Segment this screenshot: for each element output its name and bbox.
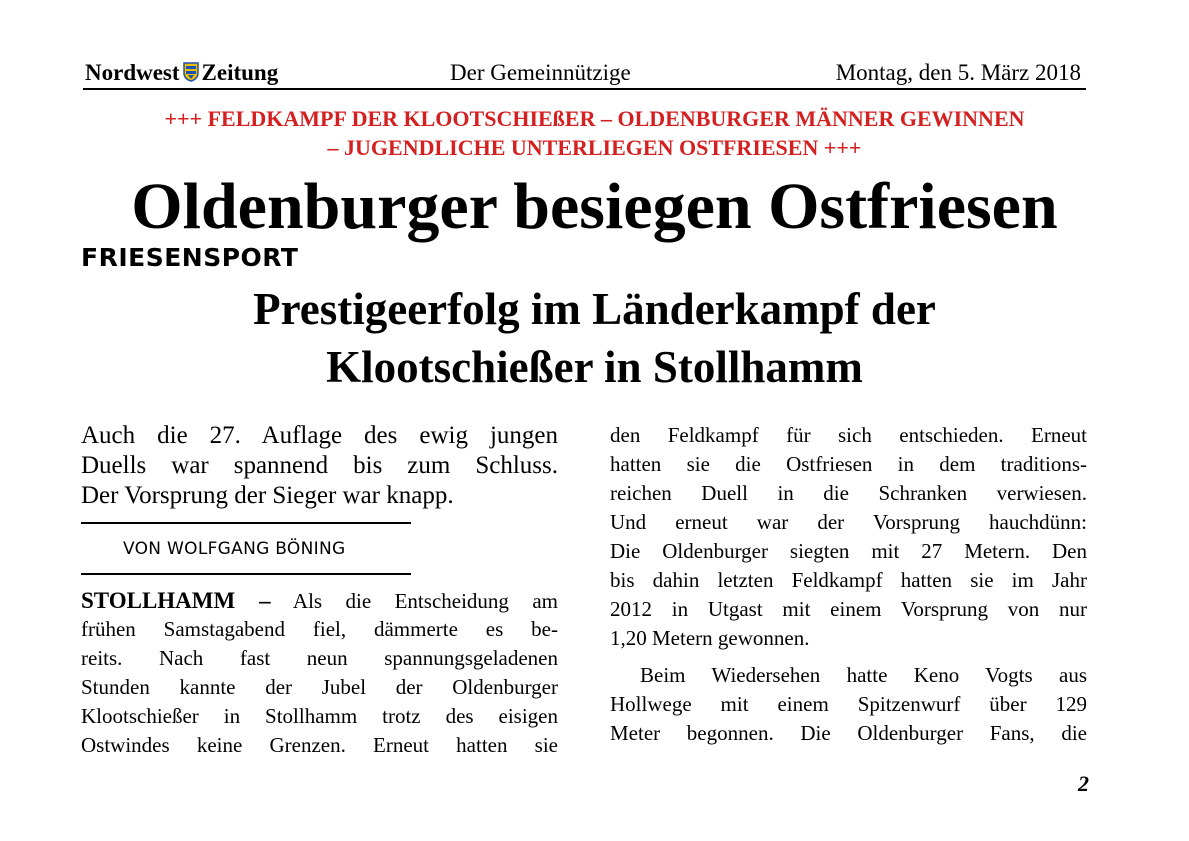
page-number: 2 [1078, 771, 1089, 796]
body-line: Stunden kannte der Jubel der Oldenburger [81, 675, 558, 699]
body-line: Hollwege mit einem Spitzenwurf über 129 [610, 692, 1087, 716]
masthead [83, 58, 1086, 90]
newspaper-name-part-2: Zeitung [201, 60, 279, 85]
coat-of-arms-icon [183, 60, 199, 90]
body-line: reits. Nach fast neun spannungsgeladenen [81, 646, 558, 670]
body-line: frühen Samstagabend fiel, dämmerte es be- [81, 617, 558, 641]
body-line: Meter begonnen. Die Oldenburger Fans, die [610, 721, 1087, 745]
body-line [81, 586, 558, 615]
newspaper-name [85, 58, 278, 90]
lead-line: Duells war spannend bis zum Schluss. [81, 452, 558, 479]
article-column-left [81, 586, 558, 760]
body-text: Als die Entscheidung am [292, 589, 558, 613]
body-line: 2012 in Utgast mit einem Vorsprung von nur [610, 597, 1087, 621]
body-line: Beim Wiedersehen hatte Keno Vogts aus [640, 663, 1087, 687]
article-column-right [610, 421, 1087, 748]
issue-date: Montag, den 5. März 2018 [835, 60, 1081, 85]
subhead-line-2: Klootschießer in Stollhamm [326, 342, 863, 392]
byline: VON WOLFGANG BÖNING [123, 539, 346, 559]
body-line: 1,20 Metern gewonnen. [610, 626, 810, 650]
body-line: Die Oldenburger siegten mit 27 Metern. Den [610, 539, 1087, 563]
body-line: reichen Duell in die Schranken verwiesen. [610, 481, 1087, 505]
body-line: hatten sie die Ostfriesen in dem traditions- [610, 452, 1087, 476]
byline-rule-bottom [81, 573, 411, 575]
section-title: Der Gemeinnützige [450, 60, 631, 85]
body-line: Klootschießer in Stollhamm trotz des eisigen [81, 704, 558, 728]
lead-line: Auch die 27. Auflage des ewig jungen [81, 422, 558, 449]
lead-line: Der Vorsprung der Sieger war knapp. [81, 482, 454, 509]
byline-rule-top [81, 522, 411, 524]
rubric: FRIESENSPORT [81, 243, 299, 272]
body-line: Ostwindes keine Grenzen. Erneut hatten sie [81, 733, 558, 757]
ticker-line-2: – JUGENDLICHE UNTERLIEGEN OSTFRIESEN +++ [327, 135, 862, 160]
body-line: bis dahin letzten Feldkampf hatten sie im Jahr [610, 568, 1087, 592]
lead-paragraph [81, 421, 558, 511]
subhead-line-1: Prestigeerfolg im Länderkampf der [253, 284, 936, 334]
newspaper-name-part-1: Nordwest [85, 60, 180, 85]
ticker-line-1: +++ FELDKAMPF DER KLOOTSCHIEßER – OLDENBURGER MÄNNER GEWINNEN [164, 106, 1025, 131]
body-line: Und erneut war der Vorsprung hauchdünn: [610, 510, 1087, 534]
body-line: den Feldkampf für sich entschieden. Erneut [610, 423, 1087, 447]
headline: Oldenburger besiegen Ostfriesen [131, 170, 1058, 243]
dateline: STOLLHAMM – [81, 588, 271, 613]
